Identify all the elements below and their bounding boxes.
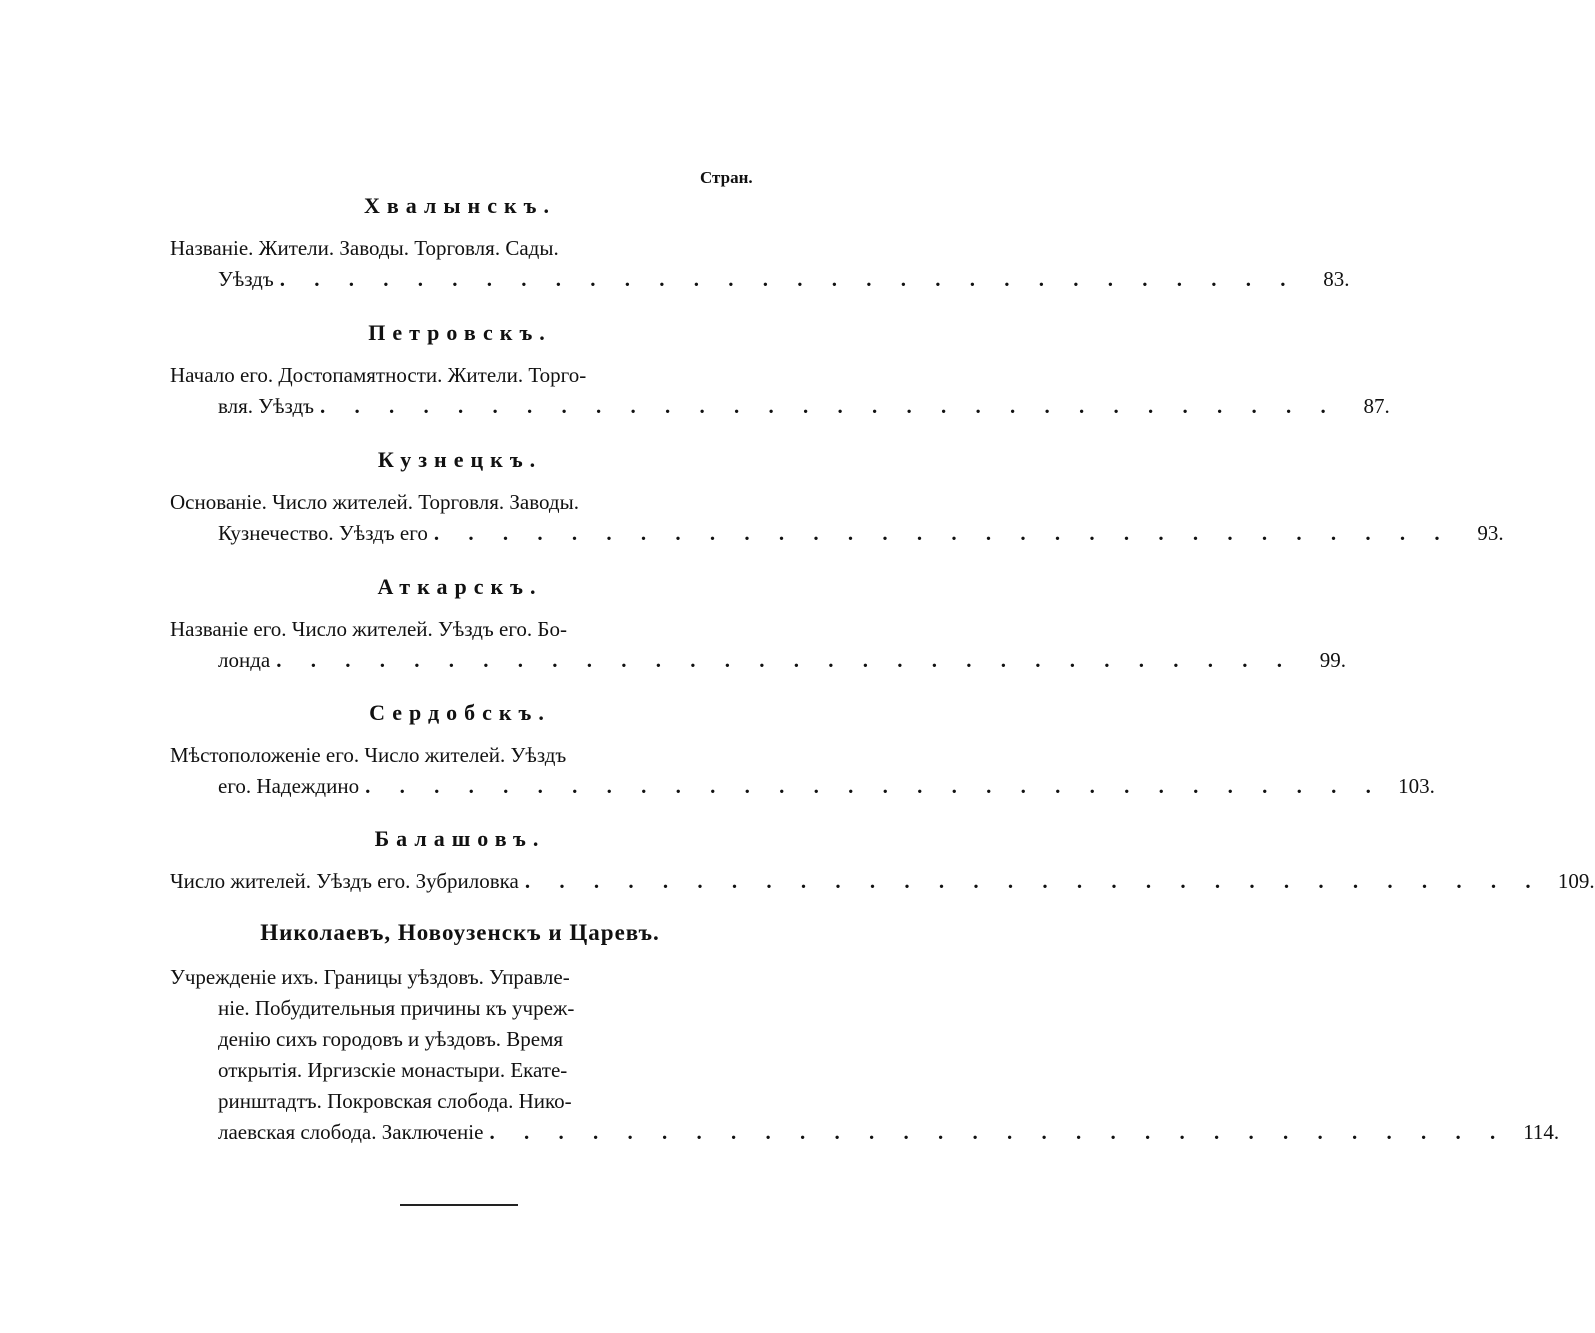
toc-entry: [170, 866, 1595, 897]
toc-section-nikolaev: [170, 920, 1560, 1148]
page-number: 87.: [1363, 394, 1390, 418]
dot-leader: . . . . . . . . . . . . . . . . . . . . . . . . . . . . . .: [276, 648, 1294, 672]
end-rule: [400, 1204, 518, 1206]
entry-text: Кузнечество. Уѣздъ его: [218, 521, 428, 545]
toc-entry: [170, 360, 1390, 422]
entry-last-line: [170, 771, 1435, 802]
dot-leader: . . . . . . . . . . . . . . . . . . . . . . . . . . . . . .: [524, 869, 1543, 893]
dot-leader: . . . . . . . . . . . . . . . . . . . . . . . . . . . . . .: [279, 267, 1298, 291]
entry-text: его. Надеждино: [218, 774, 360, 798]
dot-leader: . . . . . . . . . . . . . . . . . . . . . . . . . . . . . .: [489, 1120, 1508, 1144]
toc-entry: [170, 740, 1435, 802]
section-title: Петровскъ.: [368, 320, 552, 345]
toc-section-petrovsk: [170, 320, 1390, 422]
entry-line: Основаніе. Число жителей. Торговля. Заводы.: [170, 490, 579, 514]
entry-text: лонда: [218, 648, 271, 672]
entry-line: Мѣстоположеніе его. Число жителей. Уѣздъ: [170, 743, 567, 767]
entry-last-line: [170, 645, 1346, 676]
section-title: Аткарскъ.: [377, 574, 543, 599]
toc-entry: [170, 233, 1350, 295]
page-number: 93.: [1477, 521, 1504, 545]
section-title: Кузнецкъ.: [377, 447, 543, 472]
page-number: 114.: [1523, 1120, 1560, 1144]
entry-last-line: [170, 1117, 1560, 1148]
entry-line: Названіе. Жители. Заводы. Торговля. Сады.: [170, 236, 559, 260]
entry-text: лаевская слобода. Заключеніе: [218, 1120, 484, 1144]
entry-text: Число жителей. Уѣздъ его. Зубриловка: [170, 869, 519, 893]
entry-line: ринштадтъ. Покровская слобода. Нико-: [218, 1089, 572, 1113]
page-number: 103.: [1398, 774, 1435, 798]
entry-line: денію сихъ городовъ и уѣздовъ. Время: [218, 1027, 564, 1051]
dot-leader: . . . . . . . . . . . . . . . . . . . . . . . . . . . . . .: [433, 521, 1452, 545]
entry-line: Начало его. Достопамятности. Жители. Торго-: [170, 363, 587, 387]
toc-entry: [170, 962, 1560, 1148]
toc-section-serdobsk: [170, 700, 1435, 802]
entry-text: Уѣздъ: [218, 267, 274, 291]
entry-last-line: [170, 518, 1504, 549]
toc-entry: [170, 487, 1504, 549]
entry-line: Названіе его. Число жителей. Уѣздъ его. Бо-: [170, 617, 567, 641]
entry-line: Учрежденіе ихъ. Границы уѣздовъ. Управле-: [170, 965, 570, 989]
section-title: Сердобскъ.: [369, 700, 551, 725]
entry-text: вля. Уѣздъ: [218, 394, 315, 418]
dot-leader: . . . . . . . . . . . . . . . . . . . . . . . . . . . . . .: [365, 774, 1383, 798]
toc-section-balashov: [170, 826, 1595, 897]
toc-section-atkarsk: [170, 574, 1346, 676]
page-number: 109.: [1557, 869, 1595, 893]
entry-line: открытія. Иргизскіе монастыри. Екате-: [218, 1058, 568, 1082]
toc-entry: [170, 614, 1346, 676]
entry-last-line: [170, 391, 1390, 422]
section-title: Хвалынскъ.: [364, 193, 556, 218]
page-number: 99.: [1319, 648, 1346, 672]
entry-line: ніе. Побудительныя причины къ учреж-: [218, 996, 575, 1020]
toc-section-kuznetsk: [170, 447, 1504, 549]
page-column-label: Стран.: [700, 168, 753, 187]
entry-last-line: [170, 866, 1595, 897]
entry-last-line: [170, 264, 1350, 295]
section-title: Балашовъ.: [374, 826, 546, 851]
page-number: 83.: [1323, 267, 1350, 291]
section-title: Николаевъ, Новоузенскъ и Царевъ.: [260, 920, 660, 945]
dot-leader: . . . . . . . . . . . . . . . . . . . . . . . . . . . . . .: [320, 394, 1338, 418]
toc-section-khvalynsk: [170, 193, 1350, 295]
